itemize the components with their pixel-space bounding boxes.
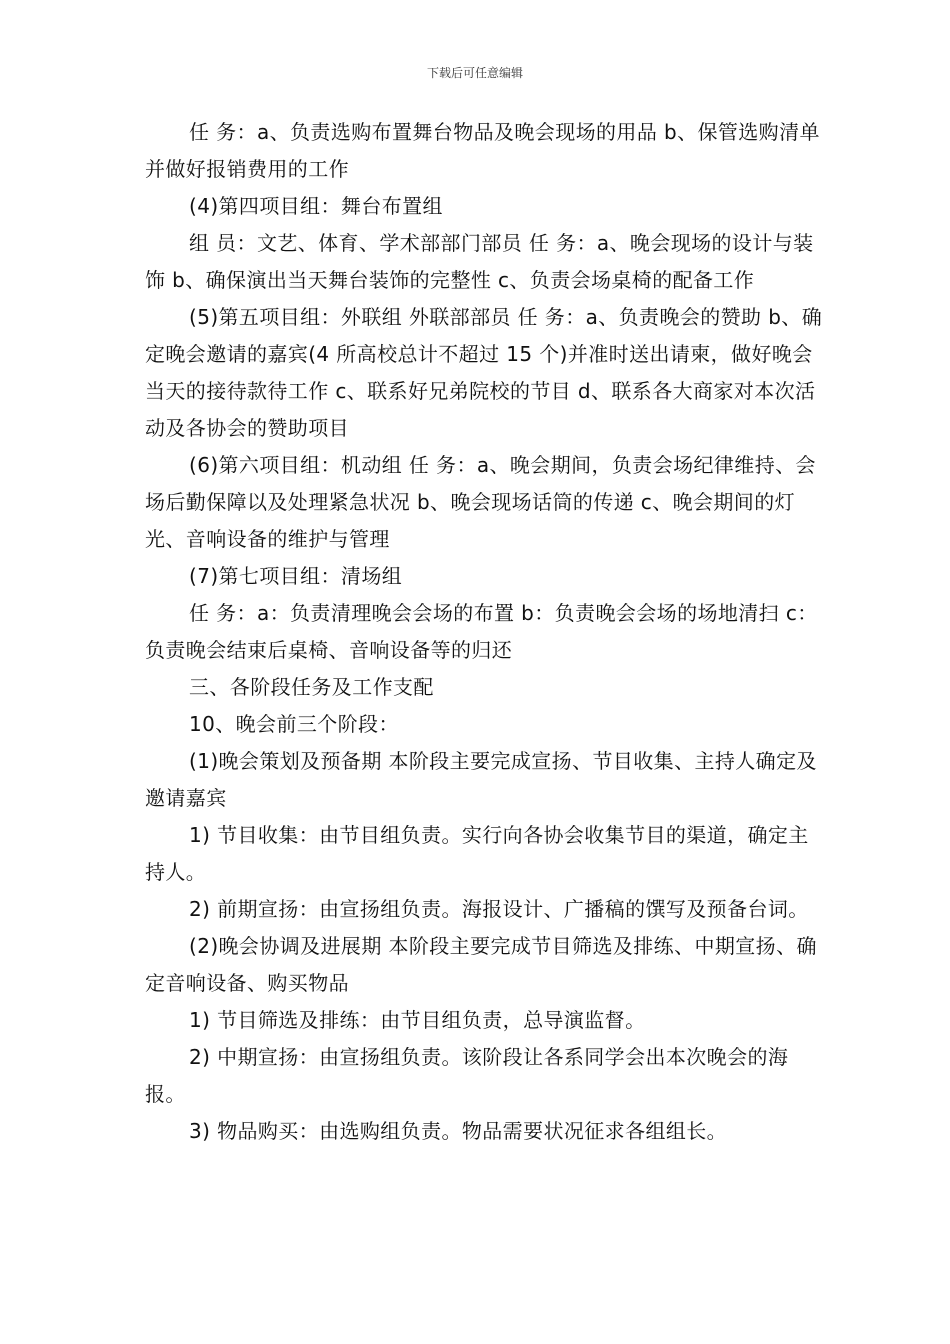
paragraph-group-4-details: 组 员：文艺、体育、学术部部门部员 任 务：a、晚会现场的设计与装饰 b、确保演出当天舞台装饰的完整性 c、负责会场桌椅的配备工作	[145, 231, 814, 292]
paragraph-group-4-title: (4)第四项目组：舞台布置组	[189, 194, 443, 218]
paragraph-group-7-tasks: 任 务：a：负责清理晚会会场的布置 b：负责晚会会场的场地清扫 c：负责晚会结束后桌椅、音响设备等的归还	[145, 601, 818, 662]
paragraph-purchase-tasks: 任 务：a、负责选购布置舞台物品及晚会现场的用品 b、保管选购清单并做好报销费用的工作	[145, 120, 820, 181]
paragraph-group-6: (6)第六项目组：机动组 任 务：a、晚会期间，负责会场纪律维持、会场后勤保障以及处理紧急状况 b、晚会现场话筒的传递 c、晚会期间的灯光、音响设备的维护与管理	[145, 453, 816, 551]
page-header: 下载后可任意编辑	[426, 66, 523, 80]
paragraph-phase-2: (2)晚会协调及进展期 本阶段主要完成节目筛选及排练、中期宣扬、确定音响设备、购买物品	[145, 934, 817, 995]
section-heading-3: 三、各阶段任务及工作支配	[189, 675, 434, 699]
paragraph-phase-2-item-1: 1) 节目筛选及排练：由节目组负责，总导演监督。	[189, 1008, 646, 1032]
paragraph-phase-1: (1)晚会策划及预备期 本阶段主要完成宣扬、节目收集、主持人确定及邀请嘉宾	[145, 749, 817, 810]
paragraph-group-7-title: (7)第七项目组：清场组	[189, 564, 403, 588]
paragraph-phase-1-item-1: 1) 节目收集：由节目组负责。实行向各协会收集节目的渠道，确定主持人。	[145, 823, 809, 884]
paragraph-phase-1-item-2: 2) 前期宣扬：由宣扬组负责。海报设计、广播稿的馔写及预备台词。	[189, 897, 809, 921]
paragraph-phase-2-item-2: 2) 中期宣扬：由宣扬组负责。该阶段让各系同学会出本次晚会的海报。	[145, 1045, 789, 1106]
subsection-heading-10: 10、晚会前三个阶段：	[189, 712, 399, 736]
document-body	[145, 114, 825, 1150]
paragraph-phase-2-item-3: 3) 物品购买：由选购组负责。物品需要状况征求各组组长。	[189, 1119, 728, 1143]
paragraph-group-5: (5)第五项目组：外联组 外联部部员 任 务：a、负责晚会的赞助 b、确定晚会邀请的嘉宾(4 所高校总计不超过 15 个)并准时送出请柬，做好晚会当天的接待款待工作 c、联系好兄弟院校的节目 d、联系各大商家对本次活动及各协会的赞助项目	[145, 305, 823, 440]
